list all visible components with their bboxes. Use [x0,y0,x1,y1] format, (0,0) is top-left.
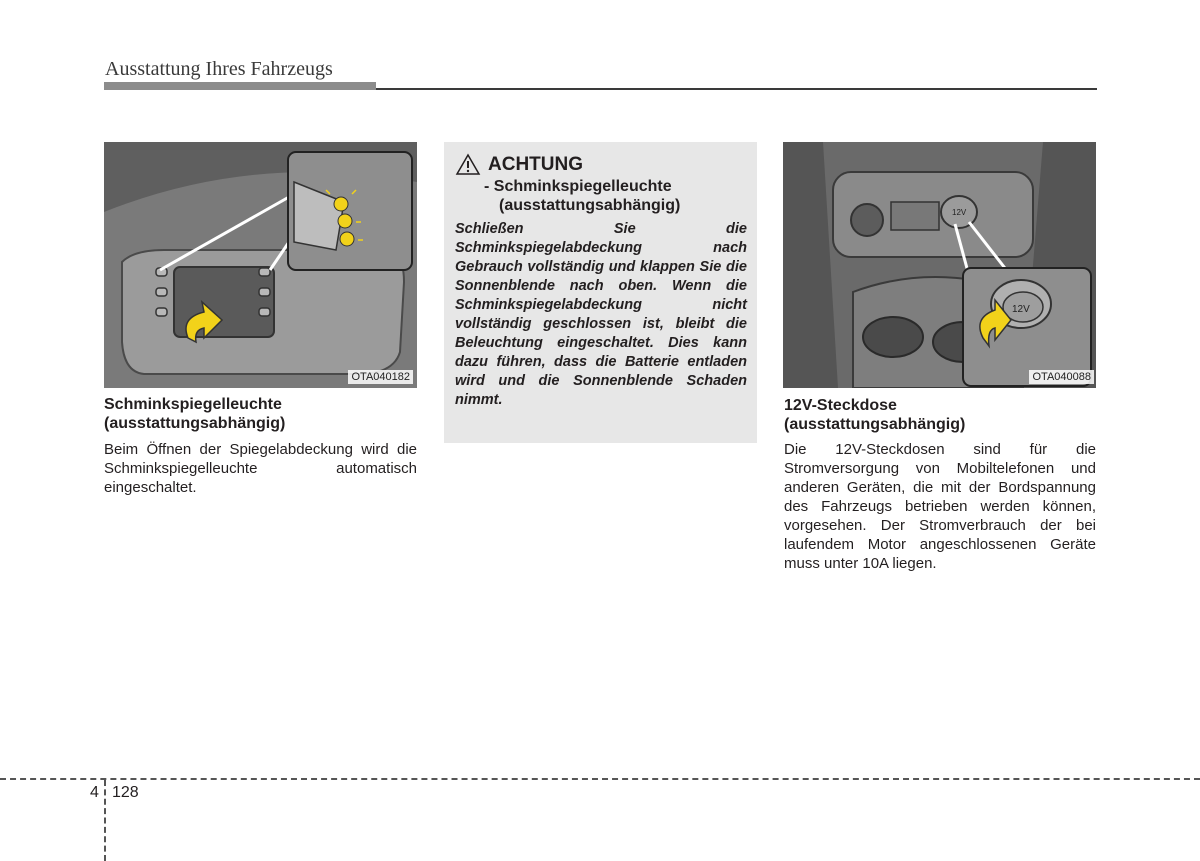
warning-subtitle-line1: - Schminkspiegelleuchte [484,178,672,195]
footer-divider [0,778,1200,780]
warning-title: ACHTUNG [488,154,583,175]
section-title-vanity [104,395,285,433]
warning-subtitle-line2: (ausstattungsabhängig) [499,197,681,214]
warning-triangle-icon [455,153,481,176]
socket-small-label: 12V [952,208,967,217]
figure-code: OTA040088 [1029,370,1094,384]
section-title-line2: (ausstattungsabhängig) [784,416,966,433]
footer-vertical-divider [104,780,106,861]
socket-label: 12V [1012,304,1030,315]
warning-body-text: Schließen Sie die Schminkspiegelabdeckung nach Gebrauch vollständig und klappen Sie die Sonnenblende nach oben. Wenn die Schminkspiegelabdeckung nicht vollständig geschlossen ist, bleibt die Beleuchtung eingeschaltet. Dies kann dazu führen, dass die Batterie entladen wird und die Sonnenblende Schaden nimmt. [455,221,747,408]
vanity-mirror-figure [104,142,417,388]
power-socket-figure [783,142,1096,388]
page-number: 128 [112,784,139,801]
vanity-body-text: Beim Öffnen der Spiegelabdeckung wird die Schminkspiegelleuchte automatisch eingeschaltet. [104,441,417,496]
section-title-line1: 12V-Steckdose [784,397,897,414]
header-rule-thin [376,88,1097,90]
header-title: Ausstattung Ihres Fahrzeugs [105,58,333,80]
socket-body-text: Die 12V-Steckdosen sind für die Stromversorgung von Mobiltelefonen und anderen Geräten, die mit der Bordspannung des Fahrzeugs betrieben werden können, vorgesehen. Der Stromverbrauch der bei laufendem Motor angeschlossenen Geräte muss unter 10A liegen. [784,441,1096,572]
chapter-number: 4 [90,784,99,801]
header-rule-thick [104,82,376,90]
section-title-line2: (ausstattungsabhängig) [104,415,286,432]
figure-code: OTA040182 [348,370,413,384]
section-title-socket [784,396,965,434]
section-title-line1: Schminkspiegelleuchte [104,396,282,413]
